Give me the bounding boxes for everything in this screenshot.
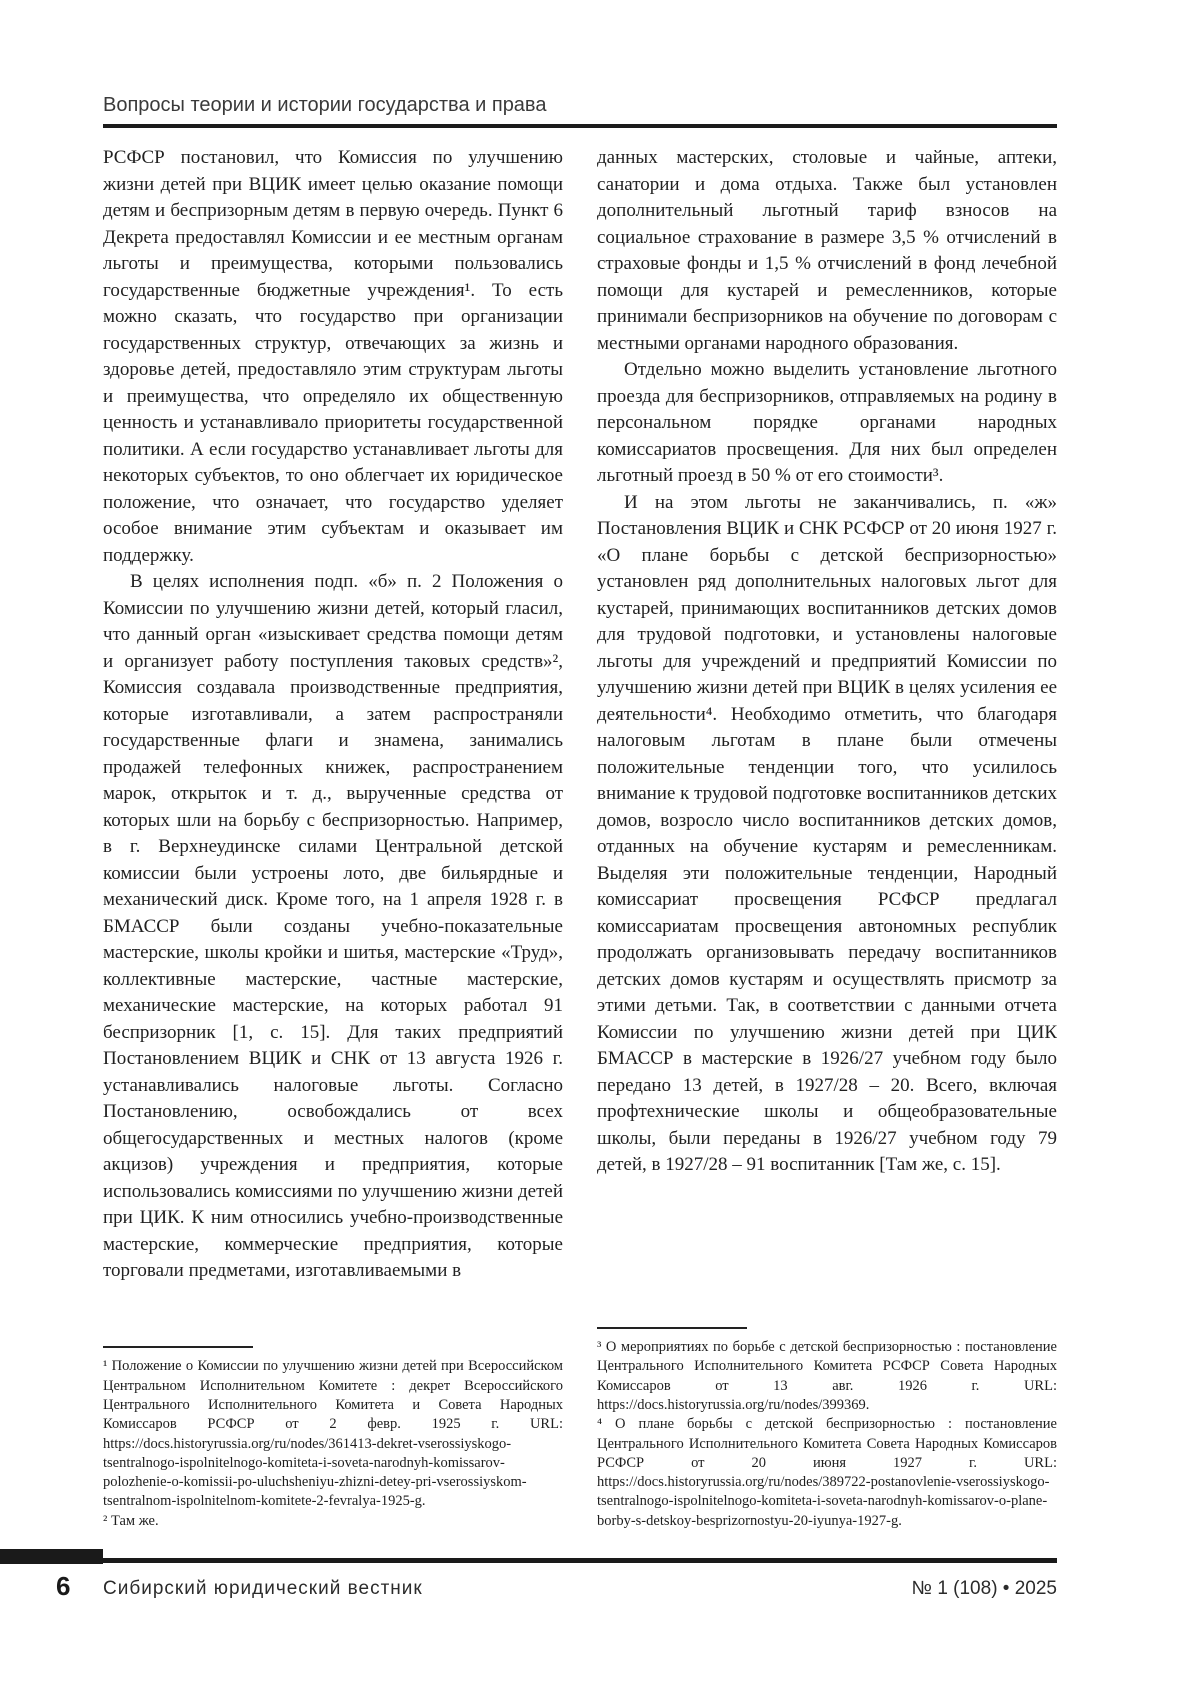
running-head: Вопросы теории и истории государства и права [103, 94, 547, 116]
footnotes-left [103, 1346, 563, 1537]
paragraph: Отдельно можно выделить установление льготного проезда для беспризорников, отправляемых на родину в персональном порядке органами народных комиссариатов просвещения. Для них был определен льготный проезд в 50 % от его стоимости³. [597, 359, 1057, 486]
page-number: 6 [56, 1571, 71, 1601]
footnote-4: ⁴ О плане борьбы с детской беспризорностью : постановление Центрального Исполнительного Комитета Совета Народных Комиссаров РСФСР от 20 июня 1927 г. URL: https://docs.historyrussia.org/ru/nodes/389722-postanovlenie-vserossiyskogo-tsentralnogo-ispolnitelnogo-komiteta-i-soveta-narodnyh-komissarov-o-plane-borby-s-detskoy-besprizornostyu-20-iyunya-1927-g. [597, 1416, 1057, 1529]
footnote-3: ³ О мероприятиях по борьбе с детской беспризорностью : постановление Центрального Исполнительного Комитета РСФСР Совета Народных Комиссаров от 13 авг. 1926 г. URL: https://docs.historyrussia.org/ru/nodes/399369. [597, 1339, 1057, 1413]
right-column [597, 145, 1057, 1537]
left-column [103, 145, 563, 1537]
article-body [103, 145, 1057, 1537]
journal-title: Сибирский юридический вестник [103, 1578, 423, 1599]
footnote-1: ¹ Положение о Комиссии по улучшению жизни детей при Всероссийском Центральном Исполнительном Комитете : декрет Всероссийского Центрального Исполнительного Комитета и Совета Народных Комиссаров РСФСР от 2 февр. 1925 г. URL: https://docs.historyrussia.org/ru/nodes/361413-dekret-vserossiyskogo-tsentralnogo-ispolnitelnogo-komiteta-i-soveta-narodnyh-komissarov-polozhenie-o-komissii-po-uluchsheniyu-zhizni-detey-pri-vserossiyskom-tsentralnom-ispolnitelnom-komitete-2-fevralya-1925-g. [103, 1358, 563, 1510]
footnotes-right [597, 1327, 1057, 1537]
paragraph: И на этом льготы не заканчивались, п. «ж» Постановления ВЦИК и СНК РСФСР от 20 июня 1927 г. «О плане борьбы с детской беспризорностью» установлен ряд дополнительных налоговых льгот для кустарей, принимающих воспитанников детских домов для трудовой подготовки, и установлены налоговые льготы для учреждений и предприятий Комиссии по улучшению жизни детей при ВЦИК в целях усиления ее деятельности⁴. Необходимо отметить, что благодаря налоговым льготам в плане были отмечены положительные тенденции того, что усилилось внимание к трудовой подготовке воспитанников детских домов, возросло число воспитанников детских домов, отданных на обучение кустарям и ремесленникам. Выделяя эти положительные тенденции, Народный комиссариат просвещения РСФСР предлагал комиссариатам просвещения автономных республик продолжать организовывать передачу воспитанников детских домов кустарям и осуществлять присмотр за этими детьми. Так, в соответствии с данными отчета Комиссии по улучшению жизни детей при ЦИК БМАССР в мастерские в 1926/27 учебном году было передано 13 детей, в 1927/28 – 20. Всего, включая профтехнические школы и общеобразовательные школы, были переданы в 1926/27 учебном году 79 детей, в 1927/28 – 91 воспитанник [Там же, с. 15]. [597, 491, 1057, 1175]
footer-rule [103, 1558, 1057, 1563]
page-footer [0, 1549, 1200, 1639]
paragraph: данных мастерских, столовые и чайные, аптеки, санатории и дома отдыха. Также был установлен дополнительный льготный тариф взносов на социальное страхование в размере 3,5 % отчислений в страховые фонды и 1,5 % отчислений в фонд лечебной помощи для кустарей и ремесленников, которые принимали беспризорников на обучение по договорам с местными органами народного образования. [597, 147, 1057, 354]
page-header [103, 0, 1057, 128]
footer-tab [0, 1549, 103, 1564]
header-rule [103, 124, 1057, 128]
paragraph: В целях исполнения подп. «б» п. 2 Положения о Комиссии по улучшению жизни детей, который гласил, что данный орган «изыскивает средства помощи детям и организует работу поступления таковых средств»², Комиссия создавала производственные предприятия, которые изготавливали, а затем распространяли государственные флаги и знамена, занимались продажей телефонных книжек, распространением марок, открыток и т. д., вырученные средства от которых шли на борьбу с беспризорностью. Например, в г. Верхнеудинске силами Центральной детской комиссии были устроены лото, две бильярдные и механический диск. Кроме того, на 1 апреля 1928 г. в БМАССР были созданы учебно-показательные мастерские, школы кройки и шитья, мастерские «Труд», коллективные мастерские, частные мастерские, механические мастерские, на которых работал 91 беспризорник [1, с. 15]. Для таких предприятий Постановлением ВЦИК и СНК от 13 августа 1926 г. устанавливались налоговые льготы. Согласно Постановлению, освобождались от всех общегосударственных и местных налогов (кроме акцизов) учреждения и предприятия, которые использовались комиссиями по улучшению жизни детей при ЦИК. К ним относились учебно-производственные мастерские, коммерческие предприятия, которые торговали предметами, изготавливаемыми в [103, 571, 563, 1281]
issue-info: № 1 (108) • 2025 [911, 1578, 1057, 1599]
paragraph: РСФСР постановил, что Комиссия по улучшению жизни детей при ВЦИК имеет целью оказание помощи детям и беспризорным детям в первую очередь. Пункт 6 Декрета предоставлял Комиссии и ее местным органам льготы и преимущества, которыми пользовались государственные бюджетные учреждения¹. То есть можно сказать, что государство при организации государственных структур, отвечающих за жизнь и здоровье детей, предоставляло этим структурам льготы и преимущества, что определяло их общественную ценность и устанавливало приоритеты государственной политики. А если государство устанавливает льготы для некоторых субъектов, то оно облегчает их юридическое положение, что означает, что государство уделяет особое внимание этим субъектам и оказывает им поддержку. [103, 147, 563, 566]
footnote-2: ² Там же. [103, 1512, 159, 1529]
footnote-separator [597, 1327, 747, 1329]
footnote-separator [103, 1346, 253, 1348]
